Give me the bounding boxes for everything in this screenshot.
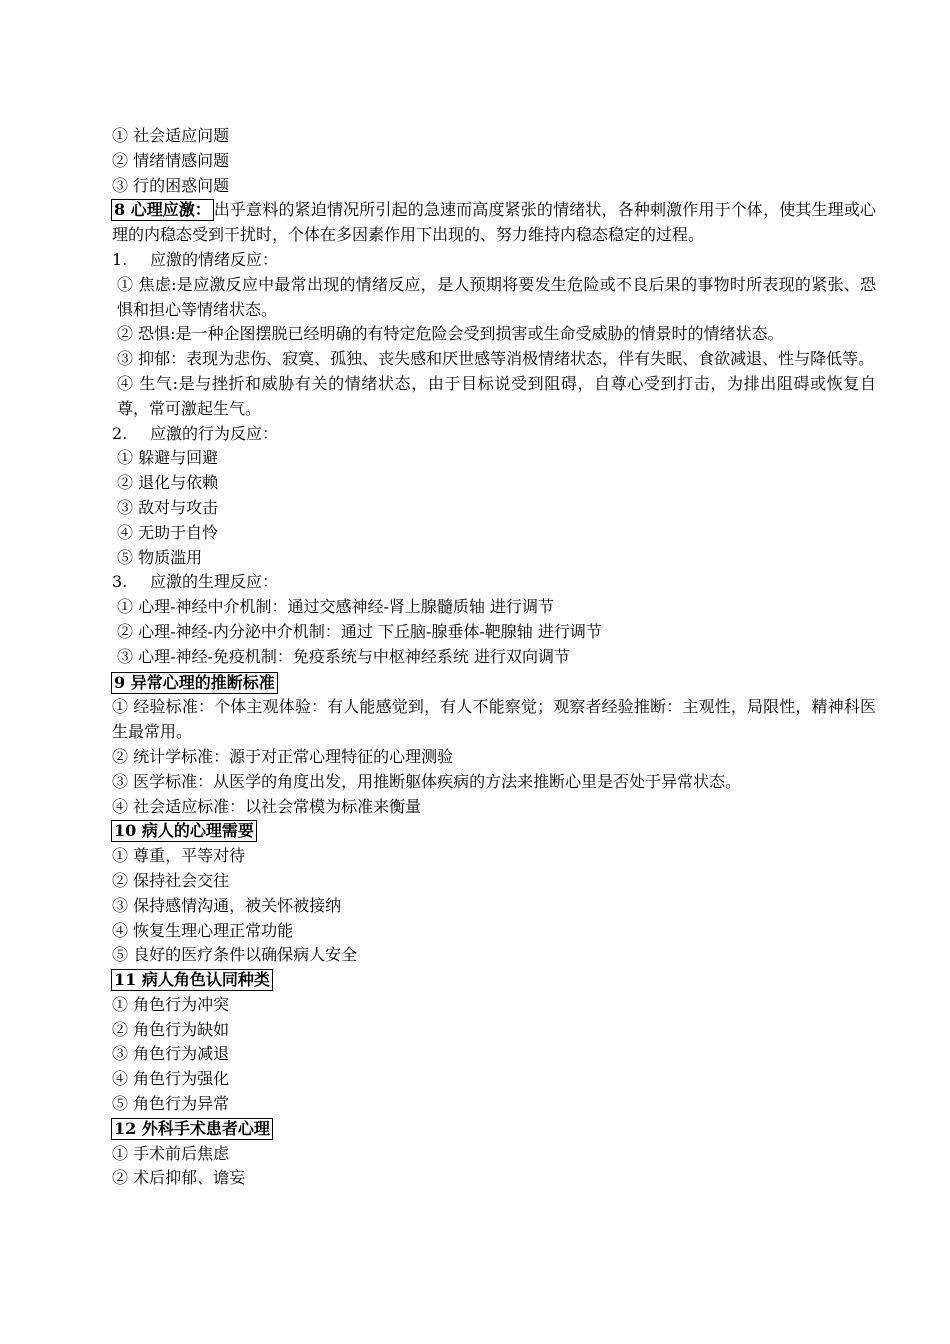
list-item: ⑤ 角色行为异常 (112, 1094, 230, 1114)
subheading-number: 1. (112, 249, 128, 269)
list-item: ④ 生气:是与挫折和威胁有关的情绪状态，由于目标说受到阻碍，自尊心受到打击，为排出阻碍或恢复自尊，常可激起生气。 (117, 373, 876, 418)
subheading-title: 应激的生理反应： (150, 572, 279, 592)
list-item: ① 心理-神经中介机制：通过交感神经-肾上腺髓质轴 进行调节 (117, 597, 554, 617)
list-item: ④ 社会适应标准：以社会常模为标准来衡量 (112, 796, 422, 816)
subheading-title: 应激的情绪反应： (150, 249, 279, 269)
list-item: ② 退化与依赖 (117, 473, 219, 493)
list-item: ⑤ 物质滥用 (117, 547, 203, 567)
list-item: ① 焦虑:是应激反应中最常出现的情绪反应，是人预期将要发生危险或不良后果的事物时所表现的紧张、恐惧和担心等情绪状态。 (117, 274, 876, 319)
list-item: ④ 恢复生理心理正常功能 (112, 920, 294, 940)
subheading-emotional (112, 248, 876, 273)
list-item: ① 躲避与回避 (117, 448, 219, 468)
list-item: ③ 心理-神经-免疫机制：免疫系统与中枢神经系统 进行双向调节 (117, 646, 570, 666)
list-item: ⑤ 良好的医疗条件以确保病人安全 (112, 945, 358, 965)
list-item: ④ 角色行为强化 (112, 1069, 230, 1089)
subheading-physiological (112, 570, 876, 595)
list-item: ① 尊重，平等对待 (112, 846, 246, 866)
section-11-heading: 11 病人角色认同种类 (111, 969, 273, 991)
list-item: ① 经验标准：个体主观体验：有人能感觉到，有人不能察觉；观察者经验推断：主观性，局限性，精神科医生最常用。 (112, 697, 876, 742)
list-item: ③ 抑郁：表现为悲伤、寂寞、孤独、丧失感和厌世感等消极情绪状态，伴有失眠、食欲减退、性与降低等。 (117, 349, 875, 369)
subheading-number: 3. (112, 572, 128, 592)
section-9 (112, 671, 876, 696)
list-item: ② 心理-神经-内分泌中介机制：通过 下丘脑-腺垂体-靶腺轴 进行调节 (117, 621, 602, 641)
section-8-definition (112, 198, 876, 248)
list-item: ③ 医学标准：从医学的角度出发，用推断躯体疾病的方法来推断心里是否处于异常状态。 (112, 771, 742, 791)
section-8-definition-text: 出乎意料的紧迫情况所引起的急速而高度紧张的情绪状，各种刺激作用于个体，使其生理或心理的内稳态受到干扰时，个体在多因素作用下出现的、努力维持内稳态稳定的过程。 (112, 200, 876, 245)
list-item: ③ 敌对与攻击 (117, 497, 219, 517)
list-item: ③ 行的困惑问题 (112, 175, 230, 195)
list-item: ④ 无助于自怜 (117, 522, 219, 542)
section-10-heading: 10 病人的心理需要 (111, 820, 257, 842)
list-item: ① 社会适应问题 (112, 126, 230, 145)
list-item: ② 保持社会交往 (112, 870, 230, 890)
list-item: ① 角色行为冲突 (112, 994, 230, 1014)
section-12-heading: 12 外科手术患者心理 (111, 1118, 273, 1140)
section-11 (112, 968, 876, 993)
document-page (112, 124, 876, 1191)
list-item: ② 恐惧:是一种企图摆脱已经明确的有特定危险会受到损害或生命受威胁的情景时的情绪状态。 (117, 324, 784, 344)
subheading-title: 应激的行为反应： (150, 423, 279, 443)
list-item: ③ 角色行为减退 (112, 1044, 230, 1064)
list-item: ② 统计学标准：源于对正常心理特征的心理测验 (112, 746, 454, 766)
section-9-heading: 9 异常心理的推断标准 (111, 672, 278, 694)
subheading-number: 2. (112, 423, 128, 443)
list-item: ① 手术前后焦虑 (112, 1143, 230, 1163)
list-item: ② 角色行为缺如 (112, 1019, 230, 1039)
section-12 (112, 1117, 876, 1142)
subheading-behavioral (112, 422, 876, 447)
section-10 (112, 819, 876, 844)
list-item: ② 情绪情感问题 (112, 150, 230, 170)
list-item: ② 术后抑郁、谵妄 (112, 1168, 246, 1188)
list-item: ③ 保持感情沟通，被关怀被接纳 (112, 895, 342, 915)
section-8-heading: 8 心理应激： (111, 199, 214, 221)
